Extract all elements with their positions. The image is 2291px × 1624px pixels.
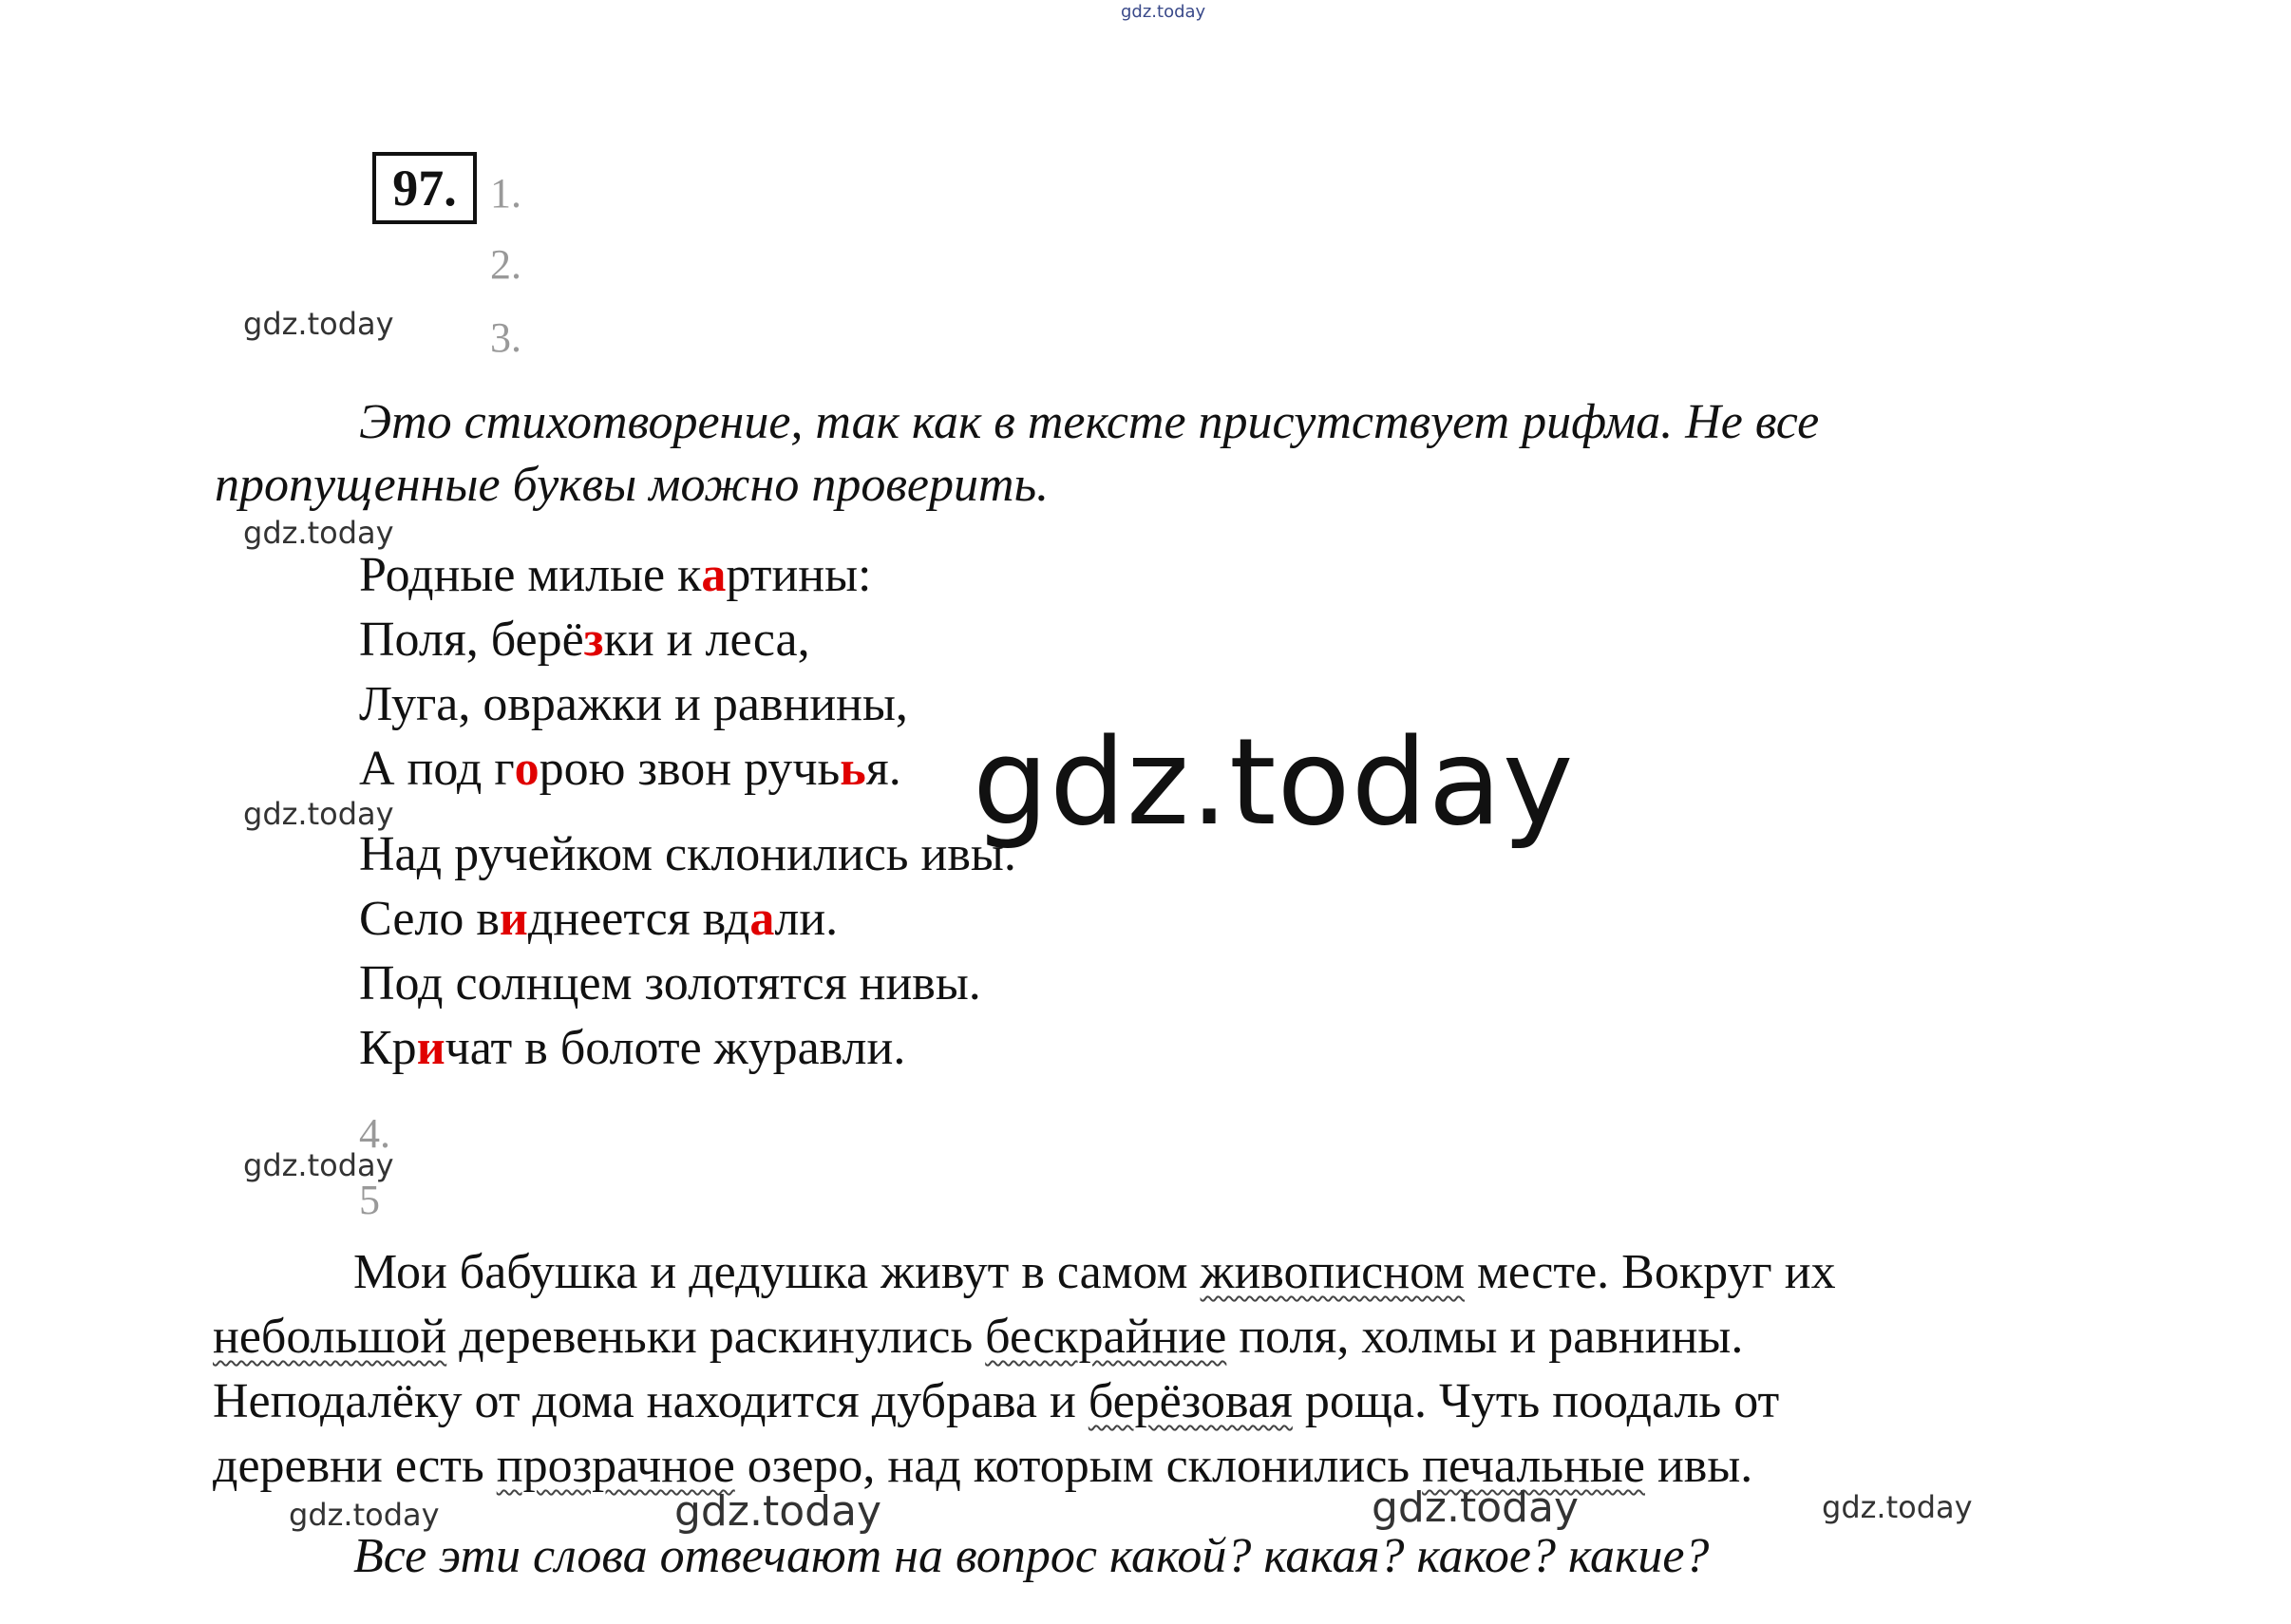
adjective: печальные <box>1422 1439 1645 1493</box>
poem-line: Под солнцем золотятся нивы. <box>359 956 981 1010</box>
answer-line-2: пропущенные буквы можно проверить. <box>215 458 1050 512</box>
inserted-letter: а <box>749 892 775 946</box>
inserted-letter: и <box>416 1021 445 1075</box>
prose-line-4: деревни есть прозрачное озеро, над которым склонились печальные ивы. <box>213 1439 1753 1493</box>
poem <box>359 543 1016 1081</box>
final-question: Все эти слова отвечают на вопрос какой? какая? какое? какие? <box>353 1529 1710 1583</box>
step-5: 5 <box>359 1177 380 1223</box>
step-3: 3. <box>490 314 521 361</box>
watermark: gdz.today <box>1372 1483 1580 1532</box>
step-2: 2. <box>490 241 521 288</box>
watermark: gdz.today <box>289 1497 440 1533</box>
poem-line: Кричат в болоте журавли. <box>359 1021 906 1075</box>
poem-line: Село виднеется вдали. <box>359 892 839 946</box>
poem-line: Родные милые картины: <box>359 548 872 602</box>
adjective: берёзовая <box>1088 1374 1293 1428</box>
poem-line: Над ручейком склонились ивы. <box>359 827 1016 881</box>
poem-line: А под горою звон ручьья. <box>359 742 901 796</box>
poem-line: Луга, овражки и равнины, <box>359 677 908 731</box>
watermark: gdz.today <box>243 1147 394 1183</box>
inserted-letter: о <box>514 742 540 796</box>
answer-line-1: Это стихотворение, так как в тексте присутствует рифма. Не все <box>359 395 1820 449</box>
inserted-letter: з <box>583 613 604 667</box>
adjective: живописном <box>1200 1245 1465 1299</box>
task-number: 97. <box>372 152 477 224</box>
step-1: 1. <box>490 170 521 217</box>
inserted-letter: и <box>499 892 528 946</box>
watermark: gdz.today <box>243 306 394 342</box>
poem-line: Поля, берёзки и леса, <box>359 613 810 667</box>
inserted-letter: ь <box>840 742 866 796</box>
watermark-top: gdz.today <box>1121 2 1206 22</box>
prose-line-2: небольшой деревеньки раскинулись бескрайние поля, холмы и равнины. <box>213 1310 1744 1364</box>
prose-line-1: Мои бабушка и дедушка живут в самом живописном месте. Вокруг их <box>353 1245 1836 1299</box>
inserted-letter: а <box>701 548 727 602</box>
adjective: небольшой <box>213 1310 447 1364</box>
adjective: прозрачное <box>496 1439 735 1493</box>
watermark: gdz.today <box>243 796 394 832</box>
watermark: gdz.today <box>1822 1489 1973 1525</box>
watermark-large: gdz.today <box>973 712 1575 852</box>
watermark: gdz.today <box>243 515 394 551</box>
step-4: 4. <box>359 1110 390 1157</box>
adjective: бескрайние <box>985 1310 1227 1364</box>
prose-line-3: Неподалёку от дома находится дубрава и берёзовая роща. Чуть поодаль от <box>213 1374 1780 1428</box>
watermark: gdz.today <box>674 1487 882 1536</box>
